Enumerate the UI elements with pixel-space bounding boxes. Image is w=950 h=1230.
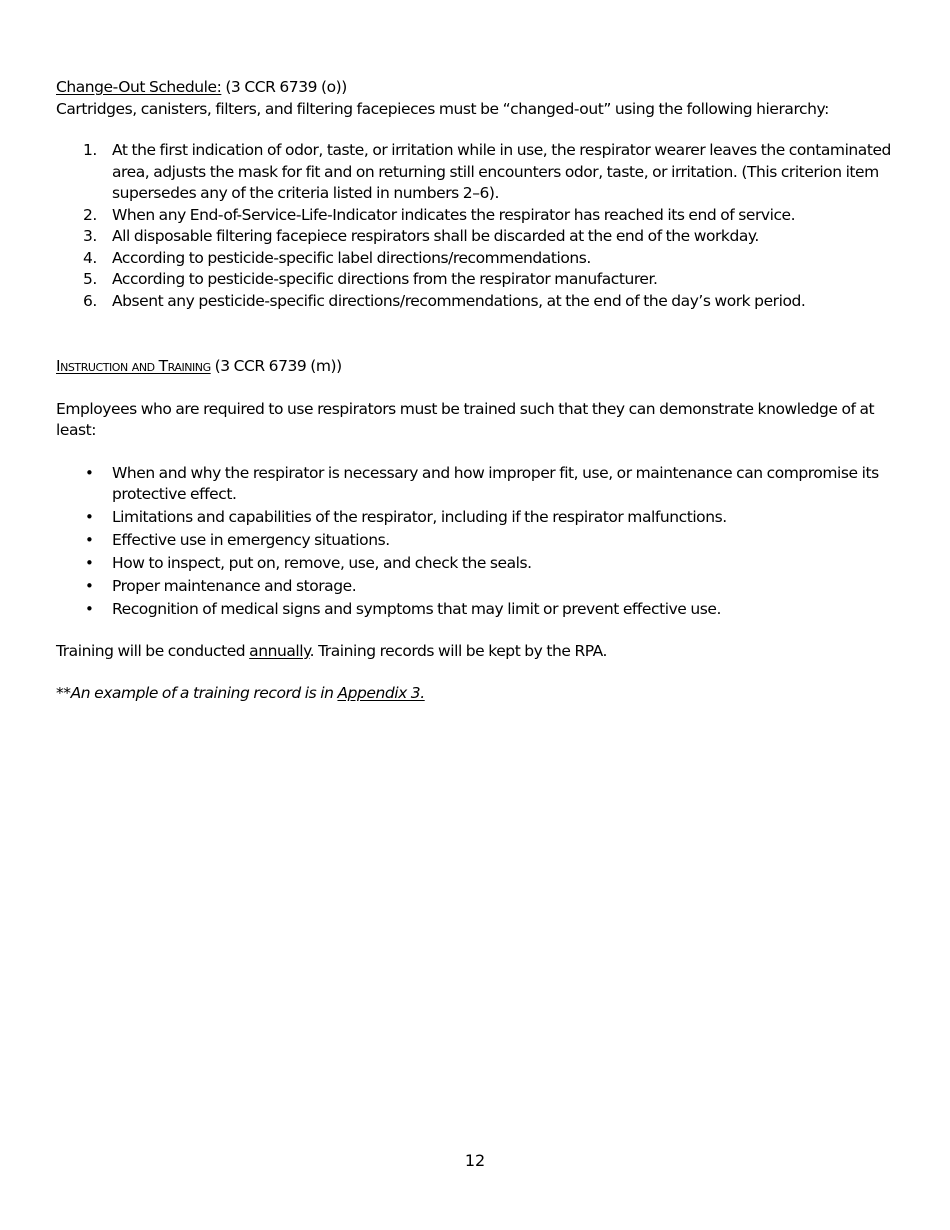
document-page	[56, 77, 898, 705]
list-item-number: 2.	[83, 205, 97, 224]
list-item-text: How to inspect, put on, remove, use, and check the seals.	[112, 554, 532, 572]
training-frequency-text: Training will be conducted	[56, 641, 250, 660]
list-item	[56, 463, 898, 506]
list-item	[56, 530, 898, 552]
change-out-heading	[56, 77, 898, 99]
appendix-link[interactable]: Appendix 3.	[337, 684, 425, 702]
list-item-text: All disposable filtering facepiece respirators shall be discarded at the end of the workday.	[112, 227, 759, 245]
list-item	[56, 140, 898, 205]
appendix-note	[56, 683, 898, 705]
list-item	[56, 226, 898, 248]
bullet-icon: •	[85, 577, 94, 595]
training-frequency-word: annually	[249, 641, 310, 660]
training-frequency	[56, 641, 898, 663]
training-heading	[56, 356, 898, 378]
list-item-text: According to pesticide-specific label directions/recommendations.	[112, 248, 591, 267]
bullet-icon: •	[85, 554, 94, 572]
list-item	[56, 599, 898, 621]
list-item-text: Limitations and capabilities of the respirator, including if the respirator malfunctions.	[112, 508, 727, 526]
list-item-text: Recognition of medical signs and symptoms that may limit or prevent effective use.	[112, 600, 721, 618]
list-item	[56, 205, 898, 227]
list-item-text: When any End-of-Service-Life-Indicator indicates the respirator has reached its end of service.	[112, 205, 796, 224]
list-item	[56, 576, 898, 598]
page-number: 12	[464, 1151, 486, 1170]
bullet-icon: •	[85, 463, 94, 482]
list-item	[56, 553, 898, 575]
training-intro: Employees who are required to use respirators must be trained such that they can demonstrate knowledge of at least:	[56, 399, 875, 439]
change-out-heading-ref: (3 CCR 6739 (o))	[221, 78, 347, 96]
training-frequency-tail: . Training records will be kept by the RPA.	[309, 641, 608, 660]
training-heading-ref: (3 CCR 6739 (m))	[210, 357, 342, 375]
list-item-text: According to pesticide-specific directions from the respirator manufacturer.	[112, 270, 658, 288]
bullet-icon: •	[85, 531, 94, 549]
training-heading-label: Instruction and Training	[56, 357, 211, 375]
list-item-text: When and why the respirator is necessary and how improper fit, use, or maintenance can compromise its protective effect.	[112, 463, 879, 503]
list-item-text: Absent any pesticide-specific directions/recommendations, at the end of the day’s work period.	[112, 291, 806, 310]
list-item	[56, 248, 898, 270]
change-out-hierarchy-list	[56, 140, 898, 312]
training-topics-list	[56, 463, 898, 621]
bullet-icon: •	[85, 600, 94, 618]
list-item-number: 4.	[83, 248, 97, 267]
change-out-heading-label: Change-Out Schedule:	[56, 78, 222, 96]
list-item-text: At the first indication of odor, taste, or irritation while in use, the respirator wearer leaves the contaminated area, adjusts the mask for fit and on returning still encounters odor, taste, or irritation. (This criterion item supersedes any of the criteria listed in numbers 2–6).	[112, 141, 891, 202]
bullet-icon: •	[85, 508, 94, 526]
list-item	[56, 507, 898, 529]
change-out-intro: Cartridges, canisters, filters, and filtering facepieces must be “changed-out” using the following hierarchy:	[56, 99, 829, 118]
list-item-number: 5.	[83, 270, 97, 288]
list-item	[56, 291, 898, 313]
list-item-number: 3.	[83, 227, 97, 245]
list-item-number: 1.	[83, 141, 97, 159]
list-item-number: 6.	[83, 291, 97, 310]
list-item-text: Proper maintenance and storage.	[112, 577, 357, 595]
appendix-note-text: **An example of a training record is in	[56, 684, 338, 702]
list-item	[56, 269, 898, 291]
list-item-text: Effective use in emergency situations.	[112, 531, 390, 549]
